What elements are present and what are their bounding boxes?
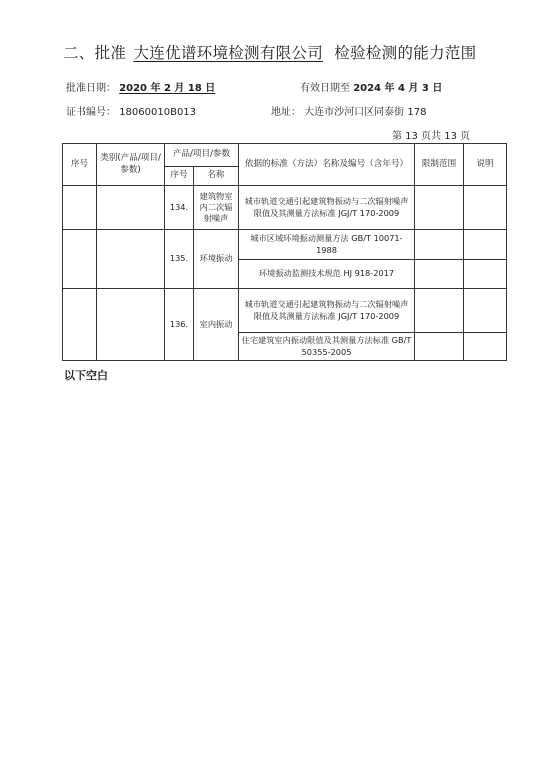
blank-below-note: 以下空白 (64, 369, 108, 382)
standard-cell: 城市区域环境振动测量方法 GB/T 10071-1988 (239, 230, 415, 260)
standard-cell: 城市轨道交通引起建筑物振动与二次辐射噪声限值及其测量方法标准 JGJ/T 170-2009 (239, 186, 415, 230)
org-name: 大连优谱环境检测有限公司 (133, 44, 324, 62)
valid-date-line (300, 79, 442, 94)
address-label: 地址： (271, 107, 301, 118)
standard-cell: 城市轨道交通引起建筑物振动与二次辐射噪声限值及其测量方法标准 JGJ/T 170-2009 (239, 289, 415, 333)
page-title (63, 41, 476, 63)
item-number: 135. (165, 230, 194, 289)
cert-no: 18060010B013 (119, 107, 197, 118)
cert-line (66, 103, 196, 118)
title-suffix: 检验检测的能力范围 (334, 44, 477, 62)
header-limit: 限制范围 (415, 144, 464, 186)
header-product: 产品/项目/参数 (165, 144, 239, 167)
approve-label: 批准日期： (66, 83, 116, 94)
header-sub-seq: 序号 (165, 167, 194, 186)
header-sub-name: 名称 (194, 167, 239, 186)
header-standard: 依据的标准（方法）名称及编号（含年号） (239, 144, 415, 186)
header-seq: 序号 (63, 144, 97, 186)
table-row (63, 289, 507, 333)
item-name: 环境振动 (194, 230, 239, 289)
page-info: 第 13 页共 13 页 (392, 131, 471, 142)
capability-table (62, 143, 507, 361)
table-row (63, 186, 507, 230)
header-category: 类别(产品/项目/参数) (97, 144, 165, 186)
standard-cell: 环境振动监测技术规范 HJ 918-2017 (239, 260, 415, 289)
approve-date-line (66, 79, 215, 94)
standard-cell: 住宅建筑室内振动限值及其测量方法标准 GB/T 50355-2005 (239, 333, 415, 361)
item-number: 136. (165, 289, 194, 361)
title-prefix: 二、批准 (63, 44, 127, 62)
item-name: 建筑物室内二次辐射噪声 (194, 186, 239, 230)
valid-label: 有效日期至 (300, 83, 350, 94)
table-row (63, 230, 507, 260)
valid-date: 2024 年 4 月 3 日 (353, 83, 443, 94)
header-note: 说明 (464, 144, 507, 186)
address-line (271, 103, 426, 118)
item-name: 室内振动 (194, 289, 239, 361)
address-value: 大连市沙河口区同泰街 178 (304, 107, 427, 118)
cert-label: 证书编号： (66, 107, 116, 118)
item-number: 134. (165, 186, 194, 230)
approve-date: 2020 年 2 月 18 日 (119, 83, 216, 94)
